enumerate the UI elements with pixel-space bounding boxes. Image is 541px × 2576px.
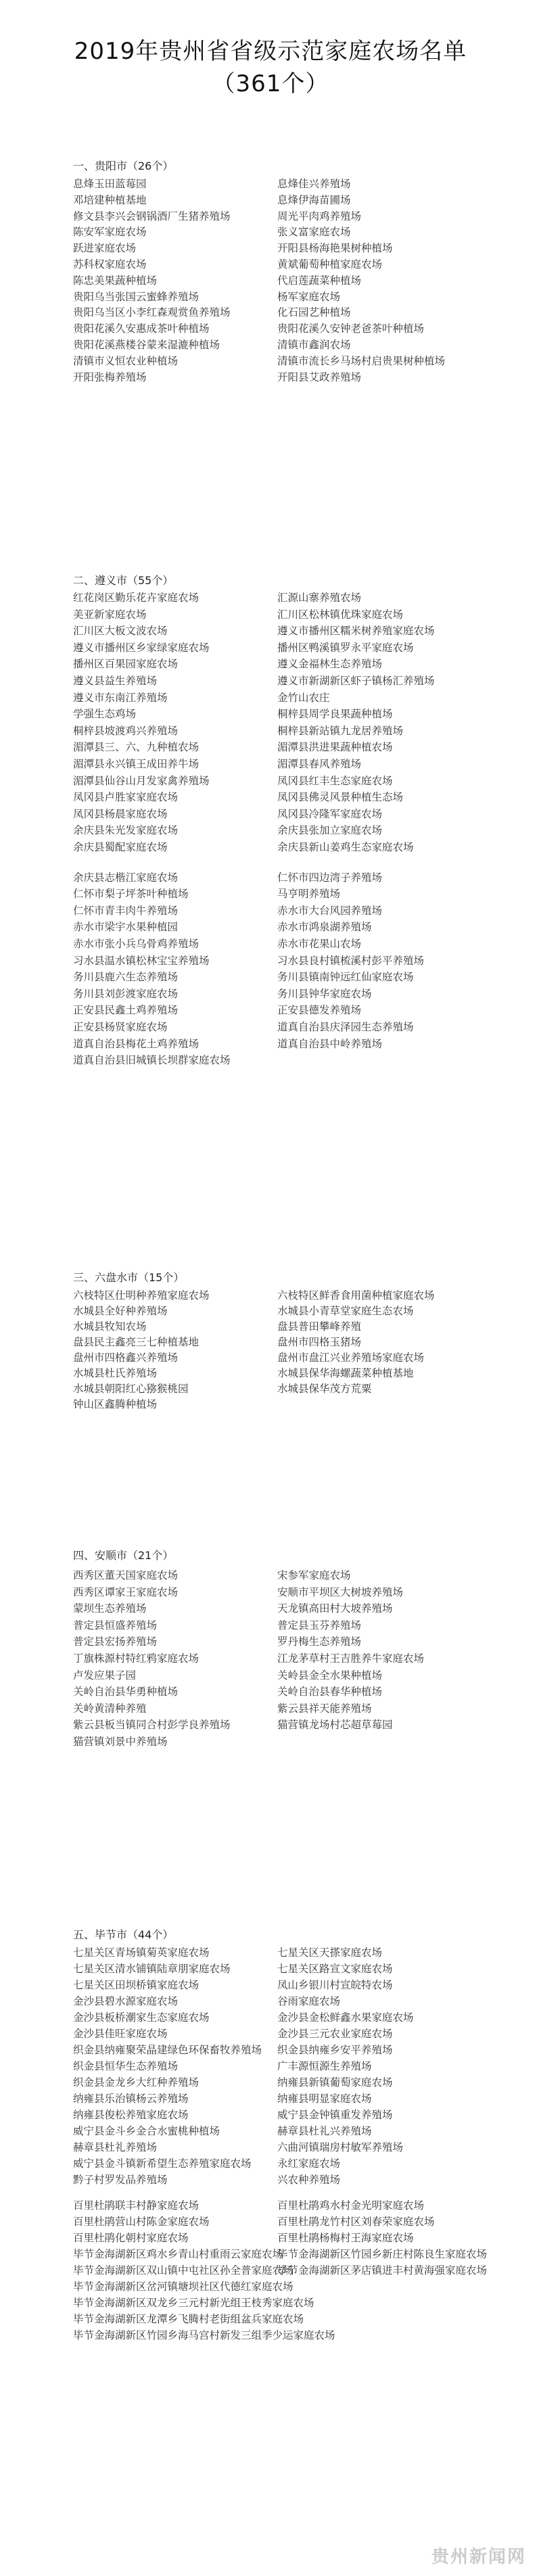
list-item: 清镇市鑫润农场 [277, 339, 351, 351]
list-item: 纳雍县俊松养殖家庭农场 [73, 2109, 189, 2121]
list-item: 桐梓县新站镇九龙居养殖场 [277, 724, 404, 737]
list-item: 毕节金海湖新区竹园乡新庄村陈良生家庭农场 [277, 2248, 488, 2260]
list-item: 正安县德发养殖场 [277, 1004, 362, 1017]
list-item: 遵义县益生养殖场 [73, 675, 158, 687]
list-item: 水城县牧知农场 [73, 1320, 147, 1333]
list-item: 仁怀市青丰肉牛养殖场 [73, 904, 179, 917]
list-item: 黄斌葡萄种植家庭农场 [277, 258, 383, 270]
list-item: 普定县玉芬养殖场 [277, 1619, 362, 1631]
list-item: 赤水市梁宇水果种植园 [73, 921, 179, 934]
list-item: 苏科权家庭农场 [73, 258, 147, 270]
list-item: 盘州市盘江兴业养殖场家庭农场 [277, 1352, 425, 1364]
list-item: 清镇市流长乡马场村启贵果树种植场 [277, 354, 446, 367]
list-item: 遵义市播州区糯米树养殖家庭农场 [277, 625, 435, 638]
list-item: 贵阳乌当张国云蜜蜂养殖场 [73, 290, 199, 303]
list-item: 桐梓县周学良果蔬种植场 [277, 708, 393, 721]
list-item: 江龙茅草村王吉胜养牛家庭农场 [277, 1652, 425, 1665]
list-item: 永红家庭农场 [277, 2157, 341, 2170]
list-item: 遵义市新湖新区虾子镇杨汇养殖场 [277, 675, 435, 687]
list-item: 宋参军家庭农场 [277, 1569, 351, 1581]
list-item: 罗丹梅生态养殖场 [277, 1636, 362, 1648]
list-item: 七星关区路宣文家庭农场 [277, 1963, 393, 1975]
list-item: 盘州市四格鑫兴养殖场 [73, 1352, 179, 1364]
list-item: 赤水市鸿泉湖养殖场 [277, 921, 372, 934]
list-item: 百里杜鹃鸡水村金光明家庭农场 [277, 2199, 425, 2212]
list-item: 紫云县祥天能养殖场 [277, 1702, 372, 1715]
list-item: 织金县金龙乡大红种养殖场 [73, 2076, 199, 2089]
section-heading: 三、六盘水市（15个） [73, 1271, 185, 1284]
list-item: 凤山乡银川村宣皖特农场 [277, 1979, 393, 1991]
list-item: 水城县保华茂方荒粟 [277, 1383, 372, 1395]
list-item: 金沙县金松鲜鑫水果家庭农场 [277, 2011, 414, 2024]
list-item: 道真自治县庆泽园生态养殖场 [277, 1021, 414, 1033]
list-item: 西秀区谭家王家庭农场 [73, 1585, 179, 1598]
list-item: 百里杜鹃联丰村静家庭农场 [73, 2199, 199, 2212]
list-item: 杨军家庭农场 [277, 290, 341, 303]
list-item: 张义富家庭农场 [277, 226, 351, 239]
list-item: 毕节金海湖新区岔河镇塘坝社区代德红家庭农场 [73, 2281, 293, 2293]
list-item: 道真自治县旧城镇长坝群家庭农场 [73, 1054, 231, 1067]
list-item: 毕节金海湖新区双龙乡三元村新光组王枝秀家庭农场 [73, 2297, 314, 2309]
list-item: 湄潭县仙谷山月发家禽养殖场 [73, 774, 210, 787]
list-item: 兴农种养殖场 [277, 2174, 341, 2186]
list-item: 赤水市张小兵乌骨鸡养殖场 [73, 938, 199, 950]
list-item: 道真自治县中岭养殖场 [277, 1037, 383, 1050]
list-item: 邓培建种植基地 [73, 193, 147, 206]
list-item: 盘县民主鑫亮三七种植基地 [73, 1336, 199, 1348]
list-item: 威宁县金钟镇重发养殖场 [277, 2109, 393, 2121]
list-item: 红花岗区勤乐花卉家庭农场 [73, 592, 199, 604]
list-item: 纳雍县明显家庭农场 [277, 2093, 372, 2105]
list-item: 凤冈县卢胜家家庭农场 [73, 791, 179, 804]
list-item: 猫营镇龙场村芯超草莓园 [277, 1719, 393, 1732]
list-item: 毕节金海湖新区双山镇中屯社区孙全普家庭农场 [73, 2264, 293, 2276]
list-item: 关岭县金全水果种植场 [277, 1669, 383, 1681]
list-item: 凤冈县佛灵风景种植生态场 [277, 791, 404, 804]
list-item: 关岭黄清种养殖 [73, 1702, 147, 1715]
list-item: 务川县镇南钟远红仙家庭农场 [277, 971, 414, 984]
list-item: 紫云县板当镇同合村彭学良养殖场 [73, 1719, 231, 1732]
list-item: 织金县纳雍聚荣晶建绿色环保畜牧养殖场 [73, 2044, 262, 2056]
list-item: 纳雍县乐治镇杨云养殖场 [73, 2093, 189, 2105]
list-item: 开阳县杨海艳果树种植场 [277, 242, 393, 255]
list-item: 湄潭县春风养殖场 [277, 758, 362, 770]
list-item: 余庆县张加立家庭农场 [277, 824, 383, 837]
list-item: 道真自治县梅花土鸡养殖场 [73, 1037, 199, 1050]
list-item: 六枝特区仕明种养殖家庭农场 [73, 1289, 210, 1302]
list-item: 播州区百果园家庭农场 [73, 658, 179, 671]
list-item: 湄潭县洪进果蔬种植农场 [277, 741, 393, 754]
list-item: 谷雨家庭农场 [277, 1995, 341, 2007]
list-item: 凤冈县红丰生态家庭农场 [277, 774, 393, 787]
list-item: 遵义市播州区乡家绿家庭农场 [73, 641, 210, 654]
list-item: 普定县恒盛养殖场 [73, 1619, 158, 1631]
section-heading: 一、贵阳市（26个） [73, 160, 174, 172]
list-item: 贵阳花溪久安惠成茶叶种植场 [73, 323, 210, 335]
list-item: 修文县李兴会钢锅酒厂生猪养殖场 [73, 210, 231, 222]
list-item: 务川县钟华家庭农场 [277, 987, 372, 1000]
list-item: 仁怀市四边湾子养殖场 [277, 871, 383, 884]
list-item: 毕节金海湖新区竹园乡海马宫村新发三组季少运家庭农场 [73, 2329, 335, 2341]
list-item: 盘州市四格玉猪场 [277, 1336, 362, 1348]
list-item: 息烽伊海苗圃场 [277, 193, 351, 206]
list-item: 遵义金福林生态养殖场 [277, 658, 383, 671]
list-item: 水城县杜氏养殖场 [73, 1367, 158, 1379]
list-item: 桐梓县坡渡鸡兴养殖场 [73, 724, 179, 737]
list-item: 汇川区松林镇优珠家庭农场 [277, 608, 404, 621]
list-item: 织金县恒华生态养殖场 [73, 2060, 179, 2072]
list-item: 丁旗株源村特红鸦家庭农场 [73, 1652, 199, 1665]
list-item: 马亨明养殖场 [277, 888, 341, 901]
list-item: 六曲河镇瑞房村敏军养殖场 [277, 2141, 404, 2153]
list-item: 关岭自治县华勇种植场 [73, 1686, 179, 1698]
list-item: 水城县保华海螺蔬菜种植基地 [277, 1367, 414, 1379]
list-item: 威宁县金斗镇新希望生态养殖家庭农场 [73, 2157, 252, 2170]
list-item: 息烽佳兴养殖场 [277, 178, 351, 190]
list-item: 汇川区大板文波农场 [73, 625, 168, 638]
list-item: 关岭自治县春华种植场 [277, 1686, 383, 1698]
list-item: 遵义市东南江养殖场 [73, 691, 168, 704]
list-item: 湄潭县三、六、九种植农场 [73, 741, 199, 754]
list-item: 毕节金海湖新区鸡水乡青山村重雨云家庭农场 [73, 2248, 283, 2260]
list-item: 习水县温水镇松林宝宝养殖场 [73, 954, 210, 967]
list-item: 卢发应果子园 [73, 1669, 137, 1681]
list-item: 赫章县杜礼养殖场 [73, 2141, 158, 2153]
list-item: 习水县良村镇梳溪村彭平养殖场 [277, 954, 425, 967]
list-item: 西秀区董天国家庭农场 [73, 1569, 179, 1581]
list-item: 贵阳乌当区小李红森观赏鱼养殖场 [73, 306, 231, 319]
list-item: 湄潭县永兴镇王成田养牛场 [73, 758, 199, 770]
list-item: 金沙县碧水源家庭农场 [73, 1995, 179, 2007]
list-item: 七星关区天搽家庭农场 [277, 1947, 383, 1959]
list-item: 余庆县新山姜鸡生态家庭农场 [277, 841, 414, 853]
list-item: 汇源山寨养殖农场 [277, 592, 362, 604]
section-heading: 二、遵义市（55个） [73, 574, 174, 587]
page-title: 2019年贵州省省级示范家庭农场名单 [74, 38, 467, 65]
list-item: 金沙县佳旺家庭农场 [73, 2028, 168, 2040]
list-item: 正安县杨贤家庭农场 [73, 1021, 168, 1033]
list-item: 务川县鹿六生态养殖场 [73, 971, 179, 984]
list-item: 务川县刘彭渡家庭农场 [73, 987, 179, 1000]
list-item: 百里杜鹃营山村陈金家庭农场 [73, 2216, 210, 2228]
list-item: 学强生态鸡场 [73, 708, 137, 721]
list-item: 代启莲蔬菜种植场 [277, 274, 362, 287]
list-item: 黔子村罗发品养殖场 [73, 2174, 168, 2186]
list-item: 仁怀市梨子坪茶叶种植场 [73, 888, 189, 901]
watermark-logo: 贵州新闻网 [431, 2547, 526, 2567]
list-item: 七星关区清水铺镇陆章朋家庭农场 [73, 1963, 231, 1975]
list-item: 蒙坝生态养殖场 [73, 1602, 147, 1615]
list-item: 七星关区青场镇菊英家庭农场 [73, 1947, 210, 1959]
list-item: 余庆县蜀配家庭农场 [73, 841, 168, 853]
list-item: 百里杜鹃龙竹村区刘春荣家庭农场 [277, 2216, 435, 2228]
list-item: 化石园艺种植场 [277, 306, 351, 319]
list-item: 纳雍县新镇葡萄家庭农场 [277, 2076, 393, 2089]
list-item: 息烽玉田蓝莓园 [73, 178, 147, 190]
list-item: 贵阳花溪燕楼谷蒙来湿漉种植场 [73, 339, 220, 351]
list-item: 六枝特区鲜香食用菌种植家庭农场 [277, 1289, 435, 1302]
list-item: 猫营镇刘景中养殖场 [73, 1736, 168, 1748]
list-item: 开阳张梅养殖场 [73, 371, 147, 383]
list-item: 织金县纳雍乡安平养殖场 [277, 2044, 393, 2056]
list-item: 周光平肉鸡养殖场 [277, 210, 362, 222]
list-item: 赤水市大台风园养殖场 [277, 904, 383, 917]
section-heading: 五、毕节市（44个） [73, 1928, 174, 1941]
list-item: 开阳县艾政养殖场 [277, 371, 362, 383]
list-item: 金沙县三元农业家庭农场 [277, 2028, 393, 2040]
list-item: 正安县民鑫土鸡养殖场 [73, 1004, 179, 1017]
list-item: 贵阳花溪久安钟老爸茶叶种植场 [277, 323, 425, 335]
list-item: 天龙镇高田村大坡养殖场 [277, 1602, 393, 1615]
list-item: 凤冈县杨晨家庭农场 [73, 807, 168, 820]
list-item: 百里杜鹃化朝村家庭农场 [73, 2232, 189, 2244]
list-item: 毕节金海湖新区龙潭乡飞腾村老街组盆兵家庭农场 [73, 2313, 304, 2325]
list-item: 水城县全好种养殖场 [73, 1305, 168, 1317]
list-item: 赤水市花果山农场 [277, 938, 362, 950]
list-item: 清镇市义恒农业种植场 [73, 354, 179, 367]
list-item: 水城县朝阳红心猕猴桃园 [73, 1383, 189, 1395]
list-item: 盘县普田攀峰养殖 [277, 1320, 362, 1333]
list-item: 金竹山农庄 [277, 691, 330, 704]
list-item: 余庆县志楷江家庭农场 [73, 871, 179, 884]
list-item: 钟山区鑫腾种植场 [73, 1398, 158, 1410]
list-item: 水城县小青草堂家庭生态农场 [277, 1305, 414, 1317]
list-item: 陈忠美果蔬种植场 [73, 274, 158, 287]
section-heading: 四、安顺市（21个） [73, 1549, 174, 1562]
list-item: 七星关区田坝桥镇家庭农场 [73, 1979, 199, 1991]
list-item: 陈安军家庭农场 [73, 226, 147, 239]
list-item: 威宁县金斗乡金合水蜜桃种植场 [73, 2125, 220, 2137]
list-item: 普定县宏扬养殖场 [73, 1636, 158, 1648]
list-item: 安顺市平坝区大树坡养殖场 [277, 1585, 404, 1598]
list-item: 百里杜鹃杨梅村王海家庭农场 [277, 2232, 414, 2244]
list-item: 美亚新家庭农场 [73, 608, 147, 621]
list-item: 凤冈县冷隆军家庭农场 [277, 807, 383, 820]
list-item: 广丰源恒源生养殖场 [277, 2060, 372, 2072]
list-item: 毕节金海湖新区茅店镇进丰村黄海强家庭农场 [277, 2264, 488, 2276]
list-item: 跃进家庭农场 [73, 242, 137, 255]
list-item: 余庆县朱光发家庭农场 [73, 824, 179, 837]
list-item: 播州区鸭溪镇罗永平家庭农场 [277, 641, 414, 654]
page-subtitle: （361个） [212, 70, 329, 97]
list-item: 赫章县杜礼兴养殖场 [277, 2125, 372, 2137]
list-item: 金沙县板桥潮家生态家庭农场 [73, 2011, 210, 2024]
